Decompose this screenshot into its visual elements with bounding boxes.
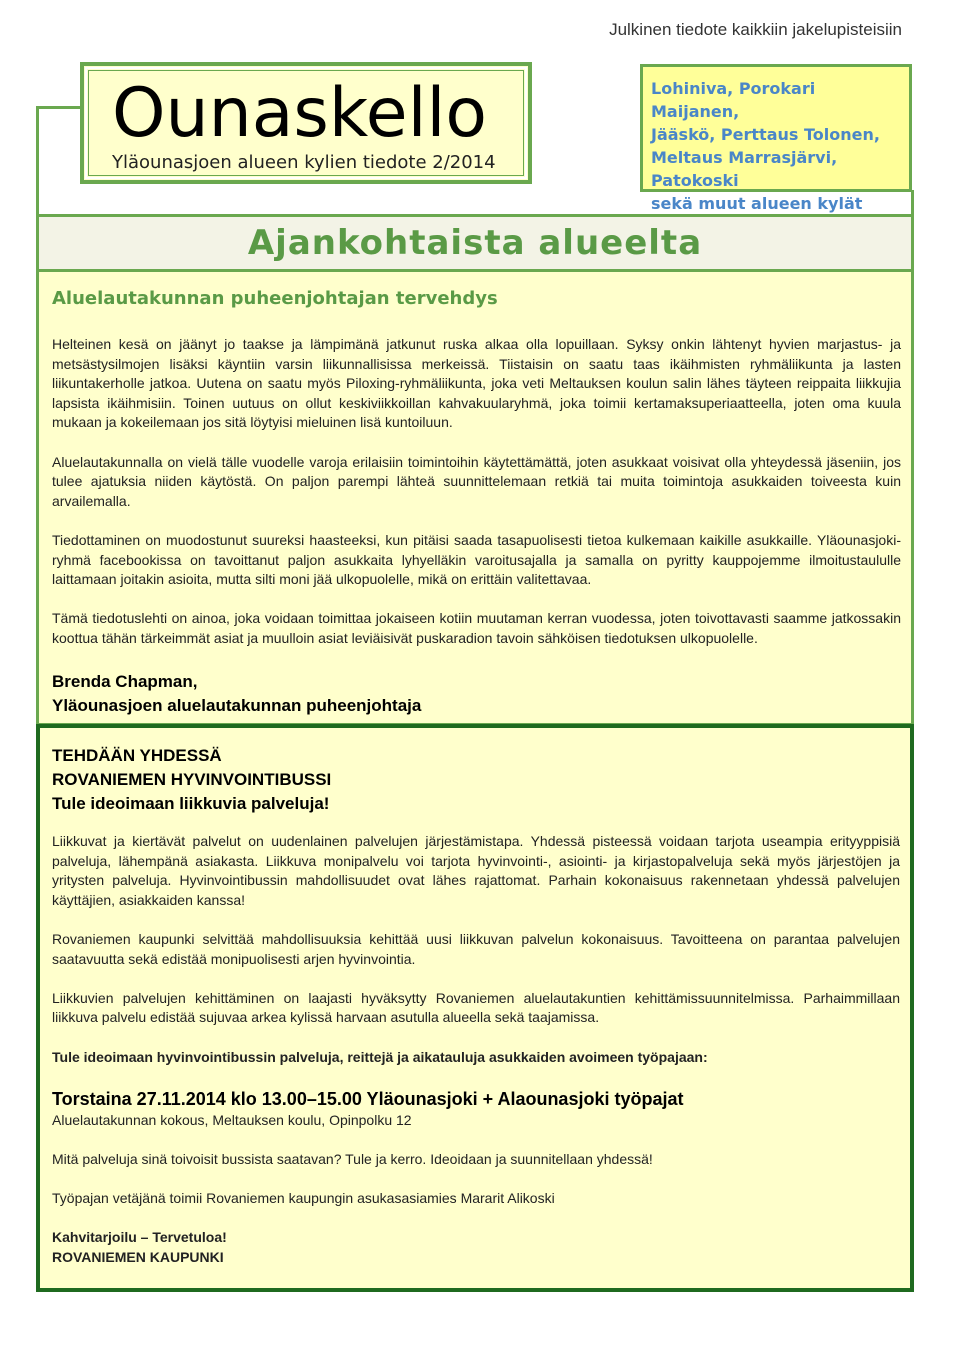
signature-name: Brenda Chapman, [52, 672, 198, 691]
right-connector-line [911, 190, 914, 216]
event-date: Torstaina 27.11.2014 klo 13.00–15.00 Yläounasjoki + Alaounasjoki työpajat [52, 1088, 684, 1109]
greeting-title: Aluelautakunnan puheenjohtajan tervehdys [52, 288, 498, 309]
current-affairs-section [36, 214, 914, 726]
section-title: Ajankohtaista alueelta [247, 223, 703, 263]
left-connector-stub [36, 106, 82, 109]
workshop-leader: Työpajan vetäjänä toimii Rovaniemen kaupungin asukasasiamies Mararit Alikoski [52, 1190, 555, 1207]
organization: ROVANIEMEN KAUPUNKI [52, 1248, 224, 1265]
paragraph: Helteinen kesä on jäänyt jo taakse ja lämpimänä jatkunut ruska alkaa olla lopuillaan. Syksy onkin lähtenyt hyvien marjastus- ja metsästysilmojen lisäksi käyntiin varsin liikunnallisissa merkeissä. Tiistaisin on saatu taas ikäihmisten ryhmäliikunta ja lasten liikuntakerholle jatkoa. Uutena on saatu myös Piloxing-ryhmäliikunta, joka veti Meltauksen koulun salin lähes täyteen reippaita liikkujia lapsista ikäihmisiin. Toinen uutuus on ollut keskiviikkoillan kahvakuularyhmä, joka toimii kertamaksuperiaatteella, joten oma kuula mukaan ja kokeilemaan jos sitä löytyisi mieluinen lisä kuntoiluun. [52, 336, 901, 431]
bus-heading-line: TEHDÄÄN YHDESSÄ [52, 746, 222, 765]
masthead-box [80, 62, 532, 184]
signature [52, 670, 421, 718]
village-line: sekä muut alueen kylät [651, 194, 863, 213]
left-connector-line [36, 106, 39, 216]
paragraph: Tämä tiedotuslehti on ainoa, joka voidaan toimittaa jokaiseen kotiin muutaman kerran vuodessa, joten toivottavasti saamme jatkossakin koottua tähän tärkeimmät asiat ja muulloin asiat leviäisivät puskaradion tavoin sähköisen tiedotuksen ulkopuolelle. [52, 610, 901, 646]
wellbeing-bus-section [36, 724, 914, 1292]
paragraph: Tiedottaminen on muodostunut suureksi haasteeksi, kun pitäisi saada tasapuolisesti tietoa kulkemaan kaikille asukkaille. Yläounasjoki-ryhmä facebookissa on tavoittanut paljon asukkaita lyhyelläkin varoitusajalla ja samalla on pyritty kauppojemme ilmoitustaululle laittamaan joitakin asioita, mutta silti moni jää ulkopuolelle, mikä on erittäin valitettavaa. [52, 531, 901, 588]
paragraph: Aluelautakunnalla on vielä tälle vuodelle varoja erilaisiin toimintoihin käytettämättä, joten asukkaat voisivat olla yhteydessä jäseniin, jos tulee ajatuksia niiden käytöstä. On paljon parempi lähteä suunnittelemaan retkiä tai muita toimintoja asukkaiden toiveesta kuin arvailemalla. [52, 453, 901, 509]
question: Mitä palveluja sinä toivoisit bussista saatavan? Tule ja kerro. Ideoidaan ja suunnitellaan yhdessä! [52, 1150, 653, 1167]
distribution-note: Julkinen tiedote kaikkiin jakelupisteisiin [609, 20, 902, 39]
newsletter-title: Ounaskello [112, 74, 487, 153]
village-line: Jääskö, Perttaus Tolonen, [651, 125, 880, 144]
village-line: Lohiniva, Porokari Maijanen, [651, 79, 816, 121]
section-header-band [39, 217, 911, 272]
event-venue: Aluelautakunnan kokous, Meltauksen koulu, Opinpolku 12 [52, 1111, 412, 1128]
villages-box [640, 64, 912, 213]
village-line: Meltaus Marrasjärvi, Patokoski [651, 148, 838, 190]
bus-text [52, 832, 900, 1267]
signature-role: Yläounasjoen aluelautakunnan puheenjohtaja [52, 696, 422, 715]
bus-heading-line: Tule ideoimaan liikkuvia palveluja! [52, 794, 330, 813]
bus-heading-line: ROVANIEMEN HYVINVOINTIBUSSI [52, 770, 332, 789]
newsletter-subtitle: Yläounasjoen alueen kylien tiedote 2/2014 [112, 152, 496, 173]
paragraph: Rovaniemen kaupunki selvittää mahdollisuuksia kehittää uusi liikkuvan palvelun kokonaisuus. Tavoitteena on parantaa palvelujen saatavuutta sekä edistää monipuolisesti arjen hyvinvointia. [52, 930, 900, 967]
paragraph: Liikkuvien palvelujen kehittäminen on laajasti hyväksytty Rovaniemen aluelautakuntien kehittämissuunnitelmissa. Parhaimmillaan liikkuva palvelu edistää sujuvaa arkea kylissä harvaan asutulla alueella sekä taajamissa. [52, 989, 900, 1026]
coffee-note: Kahvitarjoilu – Tervetuloa! [52, 1229, 227, 1246]
bus-heading [52, 744, 331, 816]
paragraph: Liikkuvat ja kiertävät palvelut on uudenlainen palvelujen järjestämistapa. Yhdessä pisteessä voidaan tarjota useampia erityyppisiä palveluja, lähempänä asiakasta. Liikkuva monipalvelu voi tarjota hyvinvointi-, asiointi- ja kirjastopalveluja sekä myös järjestöjen ja yritysten palveluja. Hyvinvointibussin mahdollisuudet ovat lähes rajattomat. Parhain kokonaisuus rakennetaan yhdessä palvelujen käyttäjien, asiakkaiden kanssa! [52, 833, 900, 908]
workshop-invite: Tule ideoimaan hyvinvointibussin palveluja, reittejä ja aikatauluja asukkaiden avoimeen työpajaan: [52, 1048, 708, 1065]
greeting-text [52, 335, 901, 668]
